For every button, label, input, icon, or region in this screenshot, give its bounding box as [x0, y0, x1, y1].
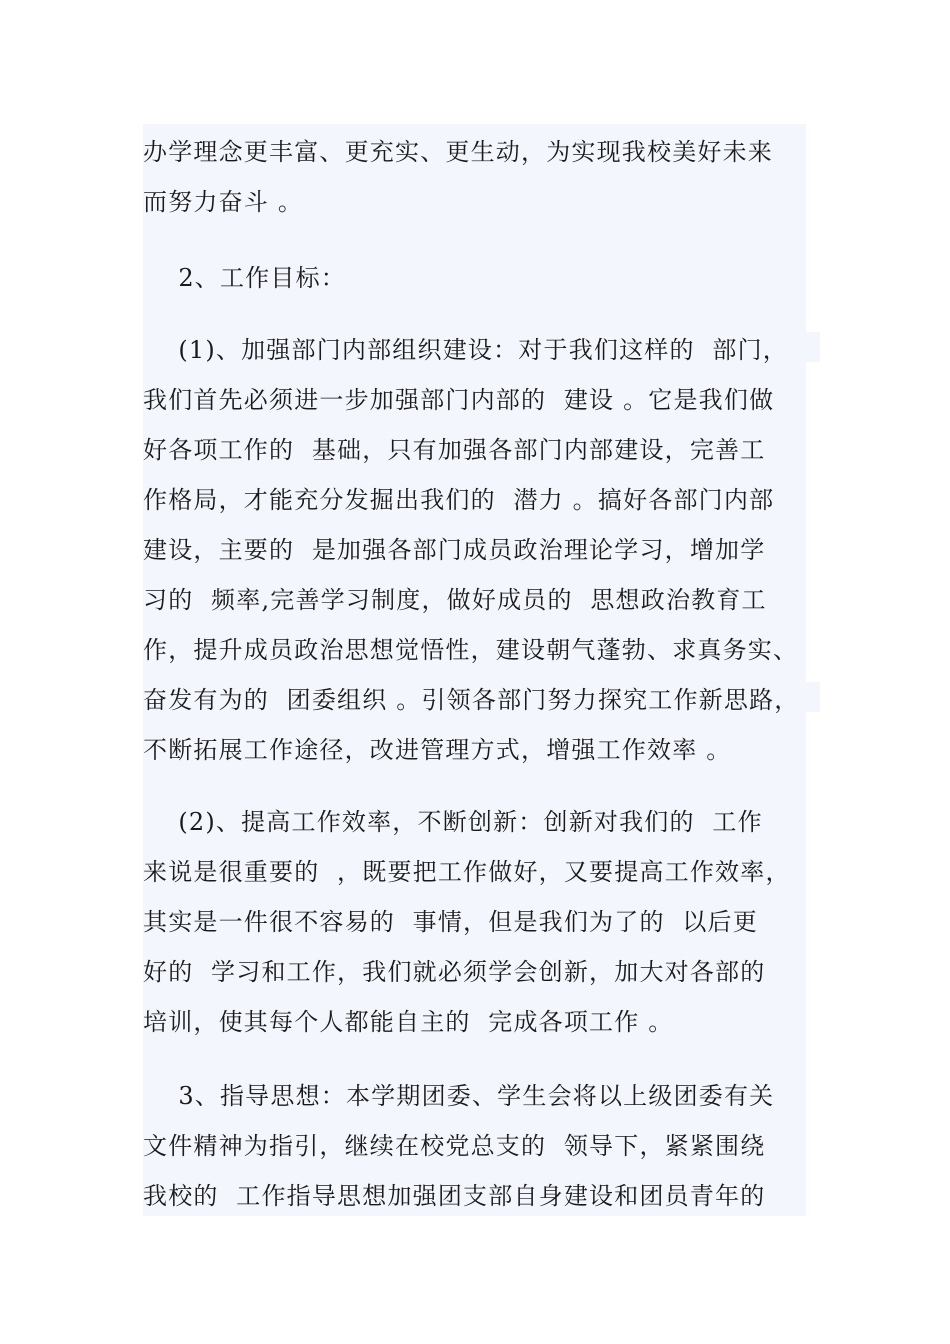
text-line: 其实是一件很不容易的 事情，但是我们为了的 以后更 — [143, 908, 758, 936]
text-line: (1)、加强部门内部组织建设：对于我们这样的 部门， — [143, 336, 788, 364]
text-line: 而努力奋斗 。 — [143, 188, 304, 216]
text-line: 建设，主要的 是加强各部门成员政治理论学习，增加学 — [143, 536, 766, 564]
page-body-overhang — [806, 682, 820, 712]
text-line: 好各项工作的 基础，只有加强各部门内部建设，完善工 — [143, 436, 766, 464]
text-line: 我校的 工作指导思想加强团支部自身建设和团员青年的 — [143, 1182, 766, 1210]
text-line: (2)、提高工作效率，不断创新：创新对我们的 工作 — [143, 808, 763, 836]
text-line: 来说是很重要的 ，既要把工作做好，又要提高工作效率， — [143, 858, 791, 886]
text-line: 我们首先必须进一步加强部门内部的 建设 。它是我们做 — [143, 386, 775, 414]
text-line: 习的 频率,完善学习制度，做好成员的 思想政治教育工 — [143, 586, 767, 614]
text-line: 办学理念更丰富、更充实、更生动，为实现我校美好未来 — [143, 138, 773, 166]
text-line: 文件精神为指引，继续在校党总支的 领导下，紧紧围绕 — [143, 1132, 766, 1160]
text-line: 好的 学习和工作，我们就必须学会创新，加大对各部的 — [143, 958, 766, 986]
text-line: 培训，使其每个人都能自主的 完成各项工作 。 — [143, 1008, 674, 1036]
text-line: 奋发有为的 团委组织 。引领各部门努力探究工作新思路， — [143, 686, 800, 714]
section-heading: 2、工作目标： — [143, 264, 346, 292]
page-body-overhang — [806, 332, 820, 362]
text-line: 作格局，才能充分发掘出我们的 潜力 。搞好各部门内部 — [143, 486, 775, 514]
text-line: 不断拓展工作途径，改进管理方式，增强工作效率 。 — [143, 736, 732, 764]
text-line: 3、指导思想：本学期团委、学生会将以上级团委有关 — [143, 1082, 775, 1110]
text-line: 作，提升成员政治思想觉悟性，建设朝气蓬勃、求真务实、 — [143, 636, 799, 664]
